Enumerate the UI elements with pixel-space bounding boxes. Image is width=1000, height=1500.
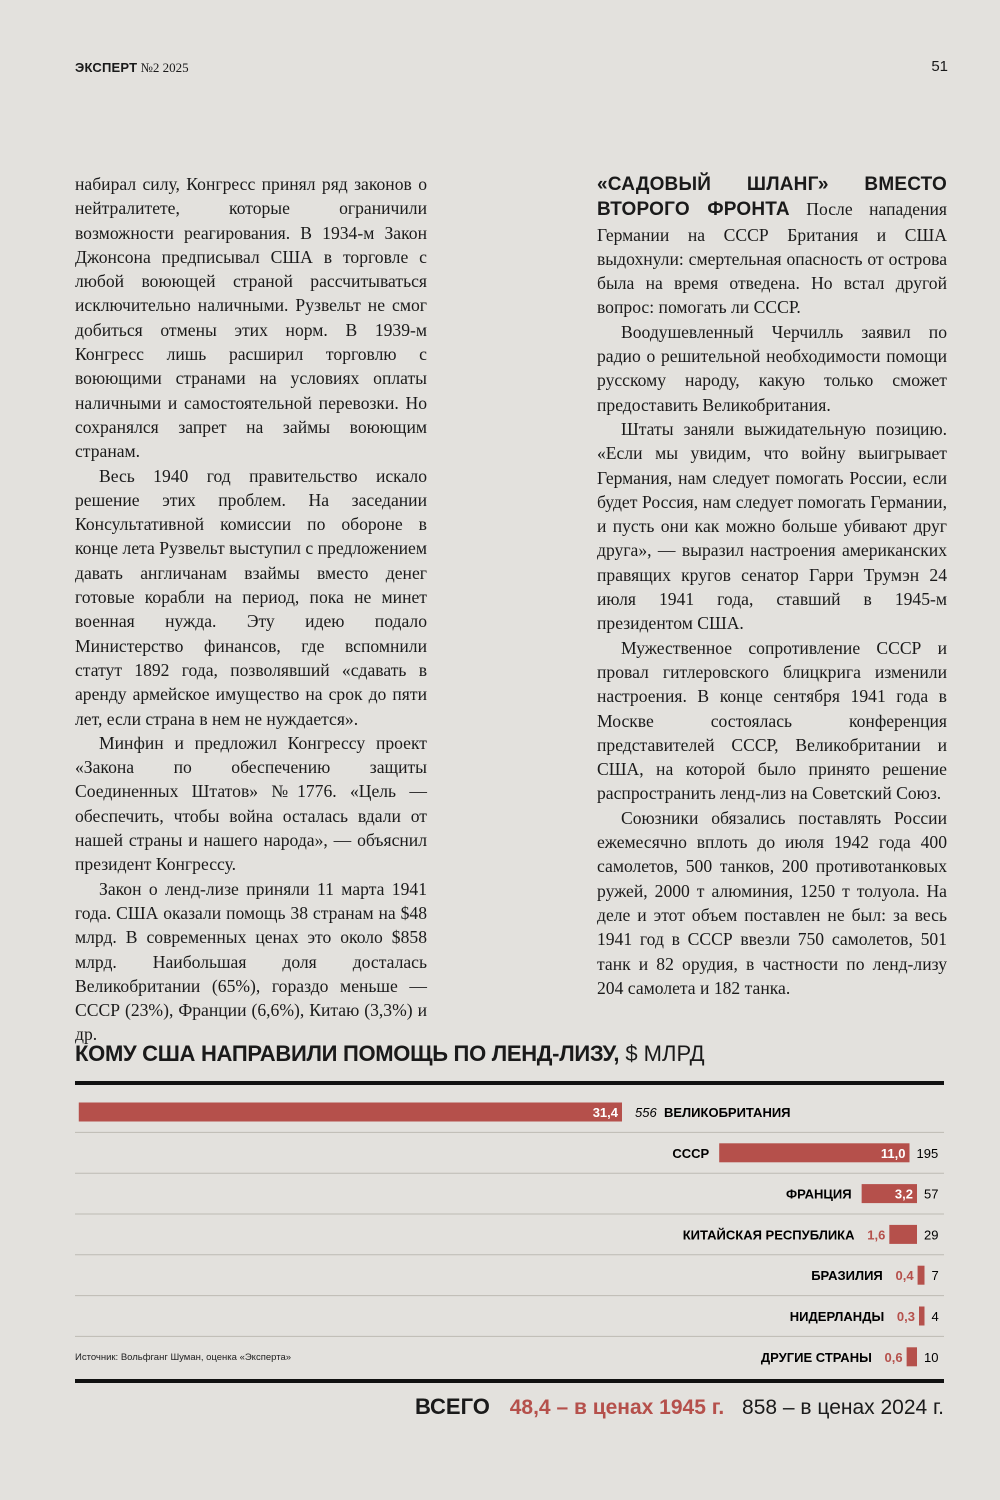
paragraph: Закон о ленд-лизе приняли 11 марта 1941 года. США оказали помощь 38 странам на $48 млрд. В современных ценах это около $858 млрд. Наибольшая доля досталась Великобритании (65%), гораздо меньше — СССР (23%), Франции (6,6%), Китаю (3,3%) и др. — [75, 878, 427, 1045]
article-right-column — [597, 172, 947, 1000]
secondary-value-label: 7 — [931, 1268, 939, 1284]
chart-top-rule — [75, 1081, 944, 1085]
bar-value-label: 1,6 — [867, 1227, 886, 1243]
bar-value-label: 31,4 — [592, 1105, 618, 1120]
category-label: СССР — [672, 1145, 710, 1161]
bar-value-label: 0,3 — [896, 1309, 915, 1324]
paragraph: набирал силу, Конгресс принял ряд законов о нейтралитете, которые ограничили возможности реагирования. В 1934-м Закон Джонсона предписывал США в торговле с любой воюющей страной рассчитываться исключительно наличными. Рузвельт не смог добиться отмены этих норм. В 1939-м Конгресс лишь расширил торговлю с воюющими странами на условиях оплаты наличными и самостоятельной перевозки. Но сохранялся запрет на займы воюющим странам. — [75, 174, 427, 462]
paragraph: Минфин и предложил Конгрессу проект «Закона по обеспечению защиты Соединенных Штатов» №1776. «Цель — обеспечить, чтобы война осталась вдали от нашей страны и нашего народа», — объяснил президент Конгрессу. — [75, 732, 427, 875]
chart-title-text: КОМУ США НАПРАВИЛИ ПОМОЩЬ ПО ЛЕНД-ЛИЗУ, — [75, 1041, 620, 1066]
secondary-value-label: 10 — [924, 1349, 939, 1365]
bar — [918, 1266, 925, 1285]
chart-unit: $ МЛРД — [625, 1041, 705, 1066]
total-1945-value: 48,4 – в ценах 1945 г. — [509, 1396, 725, 1419]
article-left-column — [75, 172, 427, 1047]
paragraph: Воодушевленный Черчилль заявил по радио о решительной необходимости помощи русскому народу, какую только сможет предоставить Великобритания. — [597, 321, 947, 415]
lead-text: После нападения Германии на СССР Британия и США выдохнули: смертельная опасность от острова была на время отведена. Но встал другой вопрос: помогать ли СССР. — [597, 199, 947, 318]
section-subheading: «САДОВЫЙ ШЛАНГ» ВМЕСТО ВТОРОГО ФРОНТА — [597, 174, 947, 221]
bar — [919, 1307, 925, 1326]
secondary-value-label: 57 — [924, 1186, 939, 1202]
category-label: ДРУГИЕ СТРАНЫ — [760, 1349, 872, 1365]
chart-source: Источник: Вольфганг Шуман, оценка «Эксперта» — [75, 1352, 292, 1363]
category-label: ВЕЛИКОБРИТАНИЯ — [664, 1105, 791, 1120]
paragraph: Штаты заняли выжидательную позицию. «Если мы увидим, что войну выигрывает Германия, нам следует помогать России, если будет Россия, нам следует помогать Германии, и пусть они как можно больше убивают друг друга», — выразил настроения американских правящих кругов сенатор Гарри Трумэн 24 июля 1941 года, ставший в 1945-м президентом США. — [597, 418, 947, 634]
secondary-value-label: 4 — [931, 1309, 939, 1324]
category-label: КИТАЙСКАЯ РЕСПУБЛИКА — [682, 1227, 855, 1243]
bar — [79, 1103, 622, 1122]
page-number: 51 — [931, 58, 948, 75]
bar — [889, 1225, 917, 1244]
issue-info — [75, 60, 189, 76]
chart-bottom-rule — [75, 1379, 944, 1383]
paragraph: Союзники обязались поставлять России ежемесячно вплоть до июля 1942 года 400 самолетов, 500 танков, 200 противотанковых ружей, 2000 т алюминия, 1250 т толуола. На деле и этот объем поставлен не был: за весь 1941 год в СССР ввезли 750 самолетов, 501 танк и 82 орудия, в частности по ленд-лизу 204 самолета и 182 танка. — [597, 807, 947, 998]
page-header — [75, 58, 948, 82]
bar — [907, 1347, 917, 1366]
secondary-value-label: 556 — [635, 1105, 657, 1120]
bar-value-label: 3,2 — [894, 1186, 913, 1202]
bar-value-label: 11,0 — [880, 1145, 906, 1161]
total-label: ВСЕГО — [414, 1394, 490, 1419]
category-label: НИДЕРЛАНДЫ — [789, 1309, 885, 1324]
bar-value-label: 0,4 — [895, 1268, 914, 1284]
bar-value-label: 0,6 — [884, 1349, 903, 1365]
secondary-value-label: 29 — [924, 1227, 939, 1243]
paragraph: Мужественное сопротивление СССР и провал гитлеровского блицкрига изменили настроения. В конце сентября 1941 года в Москве состоялась конференция представителей СССР, Великобритании и США, на которой было принято решение распространить ленд-лиз на Советский Союз. — [597, 637, 947, 804]
lend-lease-bar-chart — [0, 1090, 1000, 1375]
section-lead-paragraph — [597, 172, 947, 320]
issue-number: №2 2025 — [140, 60, 189, 75]
chart-total — [415, 1392, 944, 1423]
category-label: ФРАНЦИЯ — [786, 1186, 852, 1202]
category-label: БРАЗИЛИЯ — [811, 1268, 883, 1284]
magazine-name: ЭКСПЕРТ — [75, 60, 138, 75]
chart-title — [75, 1040, 705, 1068]
secondary-value-label: 195 — [916, 1145, 939, 1161]
paragraph: Весь 1940 год правительство искало решение этих проблем. На заседании Консультативной комиссии по обороне в конце лета Рузвельт выступил с предложением давать англичанам взаймы вместо денег готовые корабли на период, пока не минет военная нужда. Эту идею подало Министерство финансов, где вспомнили статут 1892 года, позволявший «сдавать в аренду армейское имущество на срок до пяти лет, если страна в нем не нуждается». — [75, 465, 427, 729]
total-2024-value: 858 – в ценах 2024 г. — [742, 1396, 944, 1419]
